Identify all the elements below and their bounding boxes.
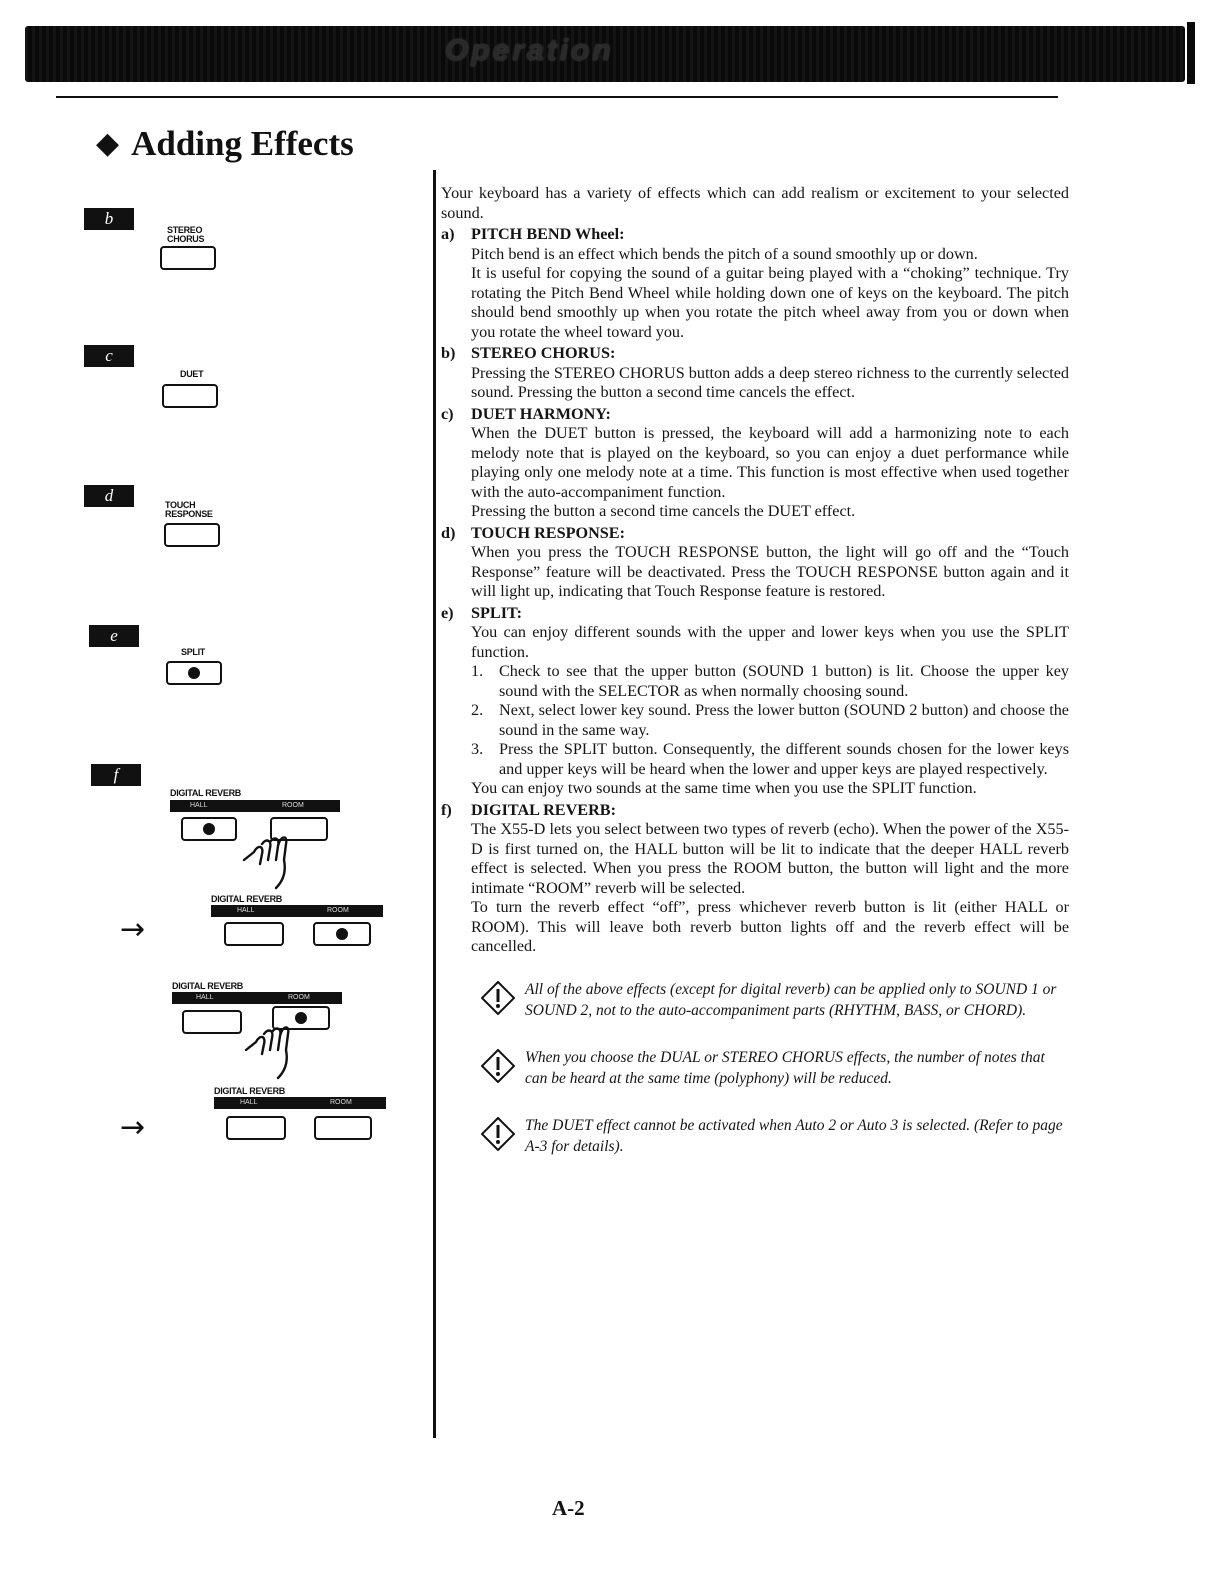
- hall-label-1: HALL: [190, 802, 208, 809]
- list-item: [471, 701, 1069, 740]
- section-letter: a): [441, 225, 455, 243]
- note-text: All of the above effects (except for digital reverb) can be applied only to SOUND 1 or SOUND 2, not to the auto-accompaniment parts (RHYTHM, BASS, or CHORD).: [525, 980, 1057, 1019]
- arrow-icon-2: →: [120, 1110, 146, 1145]
- note-text: When you choose the DUAL or STEREO CHORUS effects, the number of notes that can be heard at the same time (polyphony) will be reduced.: [525, 1048, 1045, 1087]
- section-title: DIGITAL REVERB:: [471, 800, 616, 819]
- section-title: DUET HARMONY:: [471, 404, 611, 423]
- reverb-bar-3: [172, 992, 342, 1004]
- note-item: [441, 1115, 1069, 1157]
- split-button[interactable]: [166, 661, 222, 685]
- section-paragraph: The X55-D lets you select between two types of reverb (echo). When the power of the X55-D is first turned on, the HALL button will be lit to indicate that the deeper HALL reverb effect is selected. When you press the ROOM button, the button will light and the more intimate “ROOM” reverb will be selected.: [471, 820, 1069, 897]
- column-divider: [433, 170, 436, 1438]
- room-light-2: [336, 928, 348, 940]
- tag-c: c: [84, 345, 134, 367]
- hall-button-1[interactable]: [181, 817, 237, 841]
- hall-label-2: HALL: [237, 907, 255, 914]
- section-digital-reverb: [441, 801, 1069, 957]
- hall-label-3: HALL: [196, 994, 214, 1001]
- stereo-label-line1: STEREO: [167, 225, 203, 235]
- section-title: TOUCH RESPONSE:: [471, 523, 625, 542]
- page-title: [96, 124, 354, 168]
- header-rule: [56, 96, 1058, 98]
- section-title: STEREO CHORUS:: [471, 344, 616, 362]
- touch-response-button[interactable]: [164, 523, 220, 547]
- section-paragraph: Pressing the button a second time cancels the DUET effect.: [471, 502, 856, 520]
- section-paragraph: Pressing the STEREO CHORUS button adds a deep stereo richness to the currently selected sound. Pressing the button a second time cancels the effect.: [471, 363, 1069, 401]
- notes-list: [441, 979, 1069, 1157]
- step-number: 1.: [471, 662, 484, 680]
- section-paragraph: When you press the TOUCH RESPONSE button, the light will go off and the “Touch Response” feature will be deactivated. Press the TOUCH RESPONSE button again and it will light up, indicating that Touch Response feature is restored.: [471, 543, 1069, 600]
- split-steps: [441, 662, 1069, 779]
- touch-label-line2: RESPONSE: [165, 509, 213, 519]
- section-letter: e): [441, 603, 454, 622]
- hall-button-2[interactable]: [224, 922, 284, 946]
- step-text: Press the SPLIT button. Consequently, the different sounds chosen for the lower keys and upper keys will be heard when the lower and upper keys are played respectively.: [499, 740, 1069, 778]
- section-heading: [441, 524, 1069, 544]
- section-paragraph: It is useful for copying the sound of a guitar being played with a “choking” technique. Try rotating the Pitch Bend Wheel while holding down one of keys on the keyboard. The pitch should bend smoothly up when you rotate the pitch wheel away from you or down when you rotate the wheel toward you.: [471, 264, 1069, 341]
- tag-e: e: [89, 625, 139, 647]
- stereo-chorus-button[interactable]: [160, 246, 216, 270]
- section-title: PITCH BEND Wheel:: [471, 225, 625, 243]
- section-title: SPLIT:: [471, 603, 522, 622]
- section-touch-response: [441, 524, 1069, 602]
- section-duet-harmony: [441, 405, 1069, 522]
- reverb-bar-1: [170, 800, 340, 812]
- hall-label-4: HALL: [240, 1099, 258, 1106]
- caution-icon: [481, 1049, 515, 1083]
- list-item: [471, 740, 1069, 779]
- digital-reverb-label-2: DIGITAL REVERB: [211, 894, 282, 904]
- section-heading: [441, 225, 1069, 245]
- section-letter: d): [441, 523, 456, 542]
- page-title-text: Adding Effects: [131, 124, 354, 163]
- split-indicator-light: [188, 667, 200, 679]
- section-paragraph: Pitch bend is an effect which bends the pitch of a sound smoothly up or down.: [471, 244, 978, 263]
- room-button-4[interactable]: [314, 1116, 372, 1140]
- section-heading: [441, 344, 1069, 364]
- section-heading: [441, 801, 1069, 821]
- section-paragraph: To turn the reverb effect “off”, press whichever reverb button is lit (either HALL or ROOM). This will leave both reverb button lights off and the reverb effect will be cancelled.: [471, 898, 1069, 955]
- intro-text: Your keyboard has a variety of effects which can add realism or excitement to your selected sound.: [441, 184, 1069, 222]
- hall-button-4[interactable]: [226, 1116, 286, 1140]
- arrow-icon-1: →: [120, 912, 146, 947]
- section-stereo-chorus: [441, 344, 1069, 403]
- pressing-hand-icon-1: [240, 830, 310, 890]
- room-label-1: ROOM: [282, 802, 304, 809]
- touch-response-label: [165, 501, 213, 519]
- duet-label: DUET: [180, 369, 204, 379]
- banner-title: Operation: [445, 34, 614, 67]
- tag-d: d: [84, 485, 134, 507]
- digital-reverb-label-1: DIGITAL REVERB: [170, 788, 241, 798]
- reverb-bar-4: [214, 1097, 386, 1109]
- effects-description: [441, 184, 1069, 1183]
- touch-label-line1: TOUCH: [165, 500, 196, 510]
- section-paragraph: You can enjoy two sounds at the same time when you use the SPLIT function.: [471, 779, 977, 797]
- section-pitch-bend: [441, 225, 1069, 342]
- caution-icon: [481, 1117, 515, 1151]
- room-label-2: ROOM: [327, 907, 349, 914]
- section-paragraph: You can enjoy different sounds with the upper and lower keys when you use the SPLIT function.: [471, 623, 1069, 661]
- section-heading: [441, 604, 1069, 624]
- section-heading: [441, 405, 1069, 425]
- caution-icon: [481, 981, 515, 1015]
- diamond-icon: ◆: [96, 127, 120, 160]
- pressing-hand-icon-2: [242, 1020, 312, 1080]
- section-paragraph: When the DUET button is pressed, the keyboard will add a harmonizing note to each melody note that is played on the keyboard, so you can enjoy a duet performance while playing only one melody note at a time. This function is most effective when used together with the auto-accompaniment function.: [471, 424, 1069, 501]
- stereo-label-line2: CHORUS: [167, 234, 205, 244]
- digital-reverb-label-4: DIGITAL REVERB: [214, 1086, 285, 1096]
- section-letter: f): [441, 800, 452, 819]
- hall-light-1: [203, 823, 215, 835]
- section-letter: c): [441, 404, 454, 423]
- room-button-2[interactable]: [313, 922, 371, 946]
- note-text: The DUET effect cannot be activated when Auto 2 or Auto 3 is selected. (Refer to page A-3 for details).: [525, 1116, 1063, 1155]
- section-split: [441, 604, 1069, 799]
- duet-button[interactable]: [162, 384, 218, 408]
- section-letter: b): [441, 344, 456, 362]
- tag-b: b: [84, 208, 134, 230]
- reverb-bar-2: [211, 905, 383, 917]
- stereo-chorus-label: [167, 226, 204, 244]
- digital-reverb-label-3: DIGITAL REVERB: [172, 981, 243, 991]
- step-number: 2.: [471, 701, 484, 719]
- note-item: [441, 979, 1069, 1021]
- room-label-3: ROOM: [288, 994, 310, 1001]
- tag-f: f: [91, 764, 141, 786]
- split-label: SPLIT: [181, 647, 206, 657]
- banner-edge: [1187, 22, 1195, 84]
- room-label-4: ROOM: [330, 1099, 352, 1106]
- step-text: Check to see that the upper button (SOUND 1 button) is lit. Choose the upper key sound with the SELECTOR as when normally choosing sound.: [499, 662, 1069, 700]
- hall-button-3[interactable]: [182, 1010, 242, 1034]
- step-text: Next, select lower key sound. Press the lower button (SOUND 2 button) and choose the sound in the same way.: [499, 701, 1069, 739]
- note-item: [441, 1047, 1069, 1089]
- header-banner: [25, 26, 1185, 82]
- page-number: A-2: [552, 1496, 585, 1520]
- list-item: [471, 662, 1069, 701]
- step-number: 3.: [471, 740, 484, 758]
